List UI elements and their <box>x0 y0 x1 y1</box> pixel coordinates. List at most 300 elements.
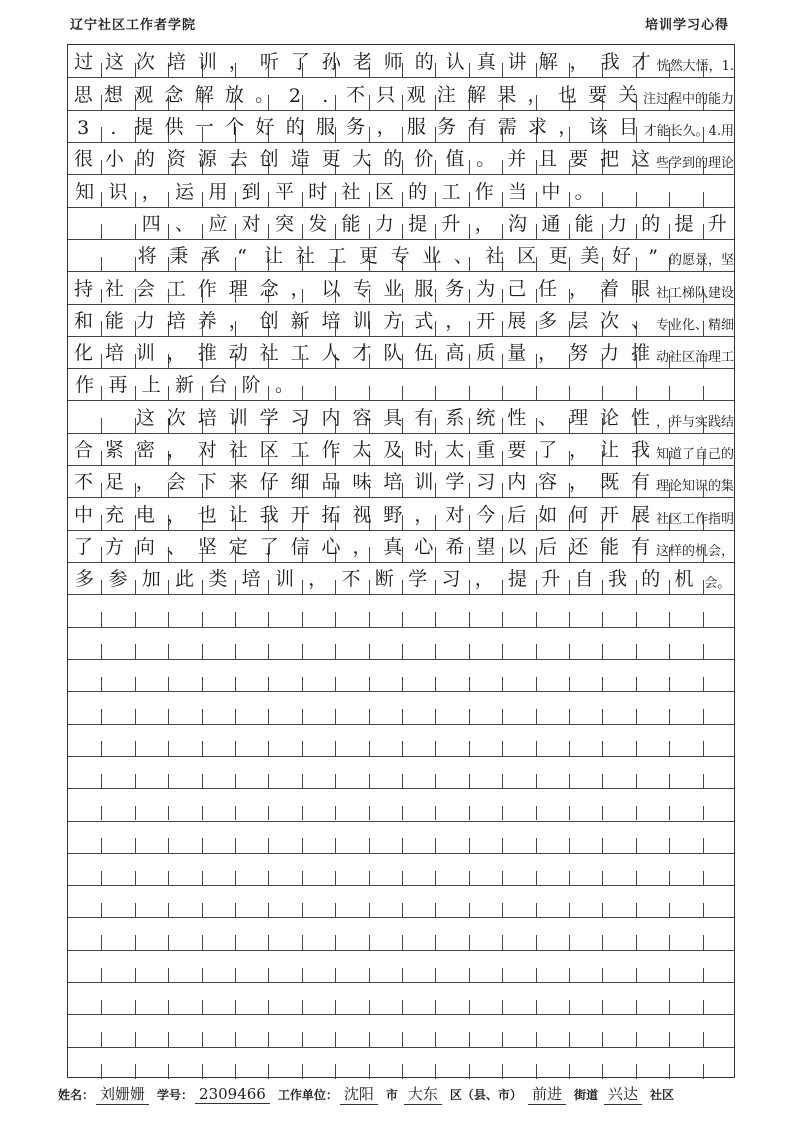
handwritten-char: 参 <box>108 568 128 591</box>
handwritten-char: 的 <box>383 148 403 171</box>
handwritten-char <box>135 885 168 917</box>
handwritten-char: ，并与实践结 <box>655 414 734 430</box>
handwritten-char: 训 <box>228 406 248 429</box>
handwritten-char <box>667 821 700 853</box>
handwritten-char: 方 <box>383 309 403 332</box>
handwritten-char: 力 <box>374 212 394 235</box>
handwritten-char: 后 <box>538 536 558 558</box>
text-line <box>68 821 734 853</box>
handwritten-char <box>268 691 301 723</box>
handwritten-char <box>168 821 201 853</box>
handwritten-char <box>634 174 667 206</box>
handwritten-char: 。 <box>274 374 294 397</box>
handwritten-char: 信 <box>290 536 310 558</box>
handwritten-char <box>101 724 134 756</box>
handwritten-char <box>434 368 467 400</box>
handwritten-char: 我 <box>631 439 651 462</box>
handwritten-char <box>534 788 567 820</box>
handwritten-char: 工 <box>441 180 461 203</box>
handwritten-char: ， <box>141 180 161 203</box>
handwritten-char <box>468 821 501 853</box>
handwritten-char <box>68 788 101 820</box>
handwritten-char: 的 <box>414 51 434 74</box>
handwritten-char <box>634 1047 667 1079</box>
city-unit: 市 <box>385 1087 398 1102</box>
handwritten-char <box>101 756 134 788</box>
handwritten-char <box>468 853 501 885</box>
handwritten-char: 服 <box>414 277 434 300</box>
handwritten-char: 才能长久。4.用 <box>643 123 734 139</box>
handwritten-char: 通 <box>541 212 561 235</box>
handwritten-char <box>501 756 534 788</box>
handwritten-char <box>135 950 168 982</box>
handwritten-char <box>401 756 434 788</box>
handwritten-char: 既 <box>600 471 620 494</box>
handwritten-char <box>68 724 101 756</box>
handwritten-char <box>701 917 734 949</box>
handwritten-char: 有 <box>414 406 434 429</box>
handwritten-char <box>601 724 634 756</box>
city-value: 沈阳 <box>340 1083 378 1105</box>
handwritten-char <box>667 691 700 723</box>
handwritten-char <box>501 917 534 949</box>
handwritten-char: 以 <box>507 536 527 558</box>
handwritten-char <box>301 917 334 949</box>
handwritten-char <box>101 1047 134 1079</box>
handwritten-char: 讲 <box>507 51 527 74</box>
handwritten-char <box>168 917 201 949</box>
handwritten-char <box>135 724 168 756</box>
handwritten-char <box>101 885 134 917</box>
handwritten-char: 训 <box>352 309 372 332</box>
handwritten-char <box>68 691 101 723</box>
handwritten-char <box>268 950 301 982</box>
handwritten-char <box>234 659 267 691</box>
handwritten-char: 孙 <box>321 51 341 74</box>
handwritten-char <box>634 853 667 885</box>
handwritten-char <box>401 917 434 949</box>
handwritten-char: 应 <box>208 212 228 235</box>
handwritten-char: 培 <box>166 51 186 74</box>
handwritten-char: 新 <box>290 309 310 332</box>
handwritten-char: 提 <box>408 212 428 235</box>
handwritten-char: 放 <box>224 83 244 106</box>
handwritten-char: 发 <box>308 212 328 235</box>
handwritten-char: 力 <box>600 342 620 365</box>
text-line <box>68 110 734 142</box>
handwritten-char: 念 <box>259 277 279 300</box>
handwritten-char <box>168 1014 201 1046</box>
handwritten-char: 要 <box>507 439 527 462</box>
handwritten-char: ， <box>558 115 578 138</box>
handwritten-char: 美 <box>580 245 600 268</box>
handwritten-char: 定 <box>228 536 248 558</box>
street-value: 前进 <box>528 1083 566 1105</box>
handwritten-char <box>667 885 700 917</box>
handwritten-char <box>468 788 501 820</box>
text-line <box>68 1014 734 1046</box>
handwritten-char <box>434 1014 467 1046</box>
handwritten-char <box>201 724 234 756</box>
handwritten-char: 视 <box>352 503 372 526</box>
handwritten-char <box>101 950 134 982</box>
handwritten-char: 学 <box>445 471 465 494</box>
handwritten-char <box>168 627 201 659</box>
handwritten-char: 高 <box>445 342 465 365</box>
handwritten-char <box>201 756 234 788</box>
handwritten-char: 心 <box>321 536 341 558</box>
handwritten-char: ， <box>135 471 155 494</box>
handwritten-char <box>434 821 467 853</box>
handwritten-char: 坚 <box>197 536 217 558</box>
handwritten-char <box>601 756 634 788</box>
handwritten-char <box>234 788 267 820</box>
handwritten-char <box>168 691 201 723</box>
handwritten-char <box>634 627 667 659</box>
handwritten-char <box>268 756 301 788</box>
handwritten-char <box>334 1047 367 1079</box>
handwritten-char <box>468 659 501 691</box>
handwritten-char <box>534 821 567 853</box>
handwritten-char <box>468 885 501 917</box>
handwritten-char <box>168 853 201 885</box>
handwritten-char: 将 <box>137 245 157 268</box>
handwritten-char: 、 <box>538 406 558 429</box>
handwritten-char: 理 <box>569 406 589 429</box>
handwritten-char: 式 <box>414 309 434 332</box>
handwritten-char <box>401 627 434 659</box>
handwritten-char <box>667 627 700 659</box>
handwritten-char: ， <box>445 309 465 332</box>
handwritten-char: 价 <box>414 148 434 171</box>
handwritten-char: 解 <box>538 51 558 74</box>
handwritten-char: 时 <box>308 180 328 203</box>
handwritten-char: 今 <box>476 503 496 526</box>
handwritten-char: ， <box>414 503 434 526</box>
handwritten-char <box>534 368 567 400</box>
handwritten-char <box>534 724 567 756</box>
handwritten-char: 开 <box>476 309 496 332</box>
handwritten-char <box>268 853 301 885</box>
handwritten-char: 让 <box>600 439 620 462</box>
handwritten-char <box>101 691 134 723</box>
handwritten-char <box>368 594 401 626</box>
text-line <box>68 271 734 303</box>
handwritten-char <box>401 950 434 982</box>
handwritten-char <box>601 917 634 949</box>
community-value: 兴达 <box>604 1083 642 1105</box>
handwritten-char: 社 <box>259 342 279 365</box>
handwritten-char <box>135 691 168 723</box>
handwritten-char: 还 <box>569 536 589 558</box>
handwritten-char: 断 <box>374 568 394 591</box>
handwritten-char: 果 <box>497 83 517 106</box>
handwritten-char: 质 <box>476 342 496 365</box>
handwritten-char <box>667 594 700 626</box>
handwritten-char <box>501 821 534 853</box>
handwritten-char: 足 <box>104 471 124 494</box>
handwritten-char: 供 <box>164 115 184 138</box>
work-unit-label: 工作单位： <box>277 1087 338 1102</box>
handwritten-char <box>534 950 567 982</box>
handwritten-char <box>301 691 334 723</box>
handwritten-char <box>667 950 700 982</box>
handwritten-char <box>135 756 168 788</box>
text-line <box>68 788 734 820</box>
handwritten-char: 来 <box>228 471 248 494</box>
handwritten-char: 持 <box>73 277 93 300</box>
handwritten-char <box>268 594 301 626</box>
handwritten-char <box>301 821 334 853</box>
text-line <box>68 950 734 982</box>
handwritten-char: ， <box>290 277 310 300</box>
handwritten-char: 容 <box>352 406 372 429</box>
handwritten-char: ， <box>569 471 589 494</box>
handwritten-char: 统 <box>476 406 496 429</box>
handwritten-char: 类 <box>208 568 228 591</box>
handwritten-char <box>135 821 168 853</box>
handwritten-char <box>101 917 134 949</box>
handwritten-char: 小 <box>104 148 124 171</box>
handwritten-char <box>268 788 301 820</box>
handwritten-char <box>501 950 534 982</box>
handwritten-char <box>334 788 367 820</box>
handwritten-char <box>368 982 401 1014</box>
handwritten-char: 太 <box>445 439 465 462</box>
handwritten-char <box>334 885 367 917</box>
handwritten-char <box>334 691 367 723</box>
handwritten-char: 理论知识的集 <box>655 479 734 495</box>
handwritten-char: . <box>110 116 117 139</box>
handwritten-char <box>434 659 467 691</box>
handwritten-char <box>201 885 234 917</box>
handwritten-char: 升 <box>707 212 727 235</box>
handwritten-char: 培 <box>197 406 217 429</box>
handwritten-char: 学 <box>408 568 428 591</box>
handwritten-char: 训 <box>414 471 434 494</box>
handwritten-char <box>634 1014 667 1046</box>
handwritten-char <box>601 950 634 982</box>
handwritten-char <box>434 724 467 756</box>
handwritten-char: ， <box>376 115 396 138</box>
handwritten-char <box>168 594 201 626</box>
handwritten-char <box>534 1047 567 1079</box>
handwritten-char: 上 <box>141 374 161 397</box>
handwritten-char: 对 <box>197 439 217 462</box>
handwritten-char <box>234 853 267 885</box>
handwritten-char: 解 <box>467 83 487 106</box>
handwritten-char <box>368 788 401 820</box>
handwritten-char <box>701 691 734 723</box>
handwritten-char <box>368 724 401 756</box>
handwritten-char: 务 <box>346 115 366 138</box>
handwritten-char <box>68 1014 101 1046</box>
handwritten-char <box>534 594 567 626</box>
handwritten-char: 才 <box>631 51 651 74</box>
handwritten-char: 很 <box>73 148 93 171</box>
handwritten-char <box>368 1014 401 1046</box>
text-line <box>68 336 734 368</box>
handwritten-char: 新 <box>175 374 195 397</box>
handwritten-char: 更 <box>548 245 568 268</box>
handwritten-char: 培 <box>321 309 341 332</box>
writing-grid-sheet <box>67 44 735 1078</box>
handwritten-char <box>334 724 367 756</box>
handwritten-char: 多 <box>538 309 558 332</box>
handwritten-char: 。 <box>574 180 594 203</box>
handwritten-char: 能 <box>574 212 594 235</box>
handwritten-char <box>401 821 434 853</box>
handwritten-char <box>501 594 534 626</box>
handwritten-char <box>601 691 634 723</box>
handwritten-char <box>334 756 367 788</box>
handwritten-char <box>268 917 301 949</box>
handwritten-char <box>68 821 101 853</box>
handwritten-char <box>68 853 101 885</box>
handwritten-char <box>201 627 234 659</box>
handwritten-char: ， <box>166 342 186 365</box>
handwritten-char: 对 <box>241 212 261 235</box>
handwritten-char <box>434 950 467 982</box>
handwritten-char <box>334 853 367 885</box>
handwritten-char <box>634 917 667 949</box>
handwritten-char <box>534 853 567 885</box>
handwritten-char <box>135 853 168 885</box>
handwritten-char <box>701 724 734 756</box>
handwritten-char: 工 <box>166 277 186 300</box>
handwritten-char <box>667 917 700 949</box>
handwritten-char: 了 <box>73 536 93 558</box>
handwritten-char <box>667 1047 700 1079</box>
handwritten-char: 注 <box>436 83 456 106</box>
handwritten-char <box>401 594 434 626</box>
handwritten-char: 好 <box>255 115 275 138</box>
handwritten-char <box>534 627 567 659</box>
handwritten-char: . <box>322 84 329 107</box>
handwritten-char <box>601 627 634 659</box>
handwritten-char <box>468 1014 501 1046</box>
handwritten-char <box>101 982 134 1014</box>
handwritten-char <box>301 594 334 626</box>
handwritten-char <box>567 1047 600 1079</box>
handwritten-char: 了 <box>290 51 310 74</box>
handwritten-char <box>501 691 534 723</box>
handwritten-char <box>567 659 600 691</box>
handwritten-char <box>301 659 334 691</box>
text-line <box>68 530 734 562</box>
handwritten-char: 习 <box>441 568 461 591</box>
handwritten-char: 着 <box>600 277 620 300</box>
handwritten-char: 伍 <box>414 342 434 365</box>
handwritten-char <box>135 659 168 691</box>
handwritten-char: 师 <box>383 51 403 74</box>
handwritten-char: 的 <box>641 568 661 591</box>
handwritten-char <box>368 691 401 723</box>
handwritten-char: 提 <box>674 212 694 235</box>
header-institution: 辽宁社区工作者学院 <box>70 18 197 33</box>
handwritten-char <box>701 821 734 853</box>
handwritten-char: 会 <box>135 277 155 300</box>
handwritten-char: 升 <box>541 568 561 591</box>
text-line <box>68 724 734 756</box>
text-line <box>68 691 734 723</box>
handwritten-char: 到 <box>241 180 261 203</box>
handwritten-char <box>68 885 101 917</box>
handwritten-char <box>468 627 501 659</box>
handwritten-char: 次 <box>135 51 155 74</box>
district-value: 大东 <box>404 1083 442 1105</box>
handwritten-char <box>567 691 600 723</box>
handwritten-char: 当 <box>508 180 528 203</box>
handwritten-char: 合 <box>73 439 93 462</box>
handwritten-char: 不 <box>341 568 361 591</box>
handwritten-char <box>201 659 234 691</box>
handwritten-char: 味 <box>352 471 372 494</box>
handwritten-char: ， <box>527 83 547 106</box>
handwritten-char <box>301 756 334 788</box>
handwritten-char <box>434 917 467 949</box>
handwritten-char <box>201 982 234 1014</box>
handwritten-char: 训 <box>274 568 294 591</box>
handwritten-char: 理 <box>228 277 248 300</box>
handwritten-char <box>301 724 334 756</box>
handwritten-char <box>234 627 267 659</box>
handwritten-char <box>135 1047 168 1079</box>
handwritten-char <box>601 853 634 885</box>
handwritten-char: 。 <box>255 83 275 106</box>
handwritten-char <box>534 756 567 788</box>
text-line <box>68 433 734 465</box>
handwritten-char <box>301 1014 334 1046</box>
handwritten-char <box>234 982 267 1014</box>
handwritten-char: 我 <box>607 568 627 591</box>
handwritten-char: 量 <box>507 342 527 365</box>
handwritten-char: 资 <box>166 148 186 171</box>
handwritten-char: ， <box>569 439 589 462</box>
handwritten-char <box>401 982 434 1014</box>
name-label: 姓名： <box>58 1087 95 1102</box>
handwritten-char: ， <box>569 51 589 74</box>
handwritten-char: 社 <box>295 245 315 268</box>
handwritten-char: “ <box>237 246 247 269</box>
handwritten-char: 机 <box>674 568 694 591</box>
handwritten-char: 并 <box>507 148 527 171</box>
handwritten-char <box>168 982 201 1014</box>
handwritten-char <box>701 1014 734 1046</box>
text-line <box>68 174 734 206</box>
handwritten-char <box>401 885 434 917</box>
text-line <box>68 885 734 917</box>
handwritten-char: 望 <box>476 536 496 558</box>
handwritten-char: 务 <box>445 277 465 300</box>
handwritten-char: 展 <box>507 309 527 332</box>
handwritten-char <box>68 659 101 691</box>
handwritten-char <box>434 853 467 885</box>
handwritten-char: 区 <box>374 180 394 203</box>
handwritten-char <box>501 368 534 400</box>
handwritten-char: 用 <box>208 180 228 203</box>
handwritten-char: 的愿景，坚 <box>668 253 734 269</box>
handwritten-char <box>567 627 600 659</box>
handwritten-char <box>468 982 501 1014</box>
handwritten-char: 为 <box>476 277 496 300</box>
handwritten-char <box>701 659 734 691</box>
handwritten-char <box>401 368 434 400</box>
handwritten-char: 服 <box>315 115 335 138</box>
handwritten-char <box>701 594 734 626</box>
handwritten-char: 关 <box>618 83 638 106</box>
handwritten-char <box>301 368 334 400</box>
